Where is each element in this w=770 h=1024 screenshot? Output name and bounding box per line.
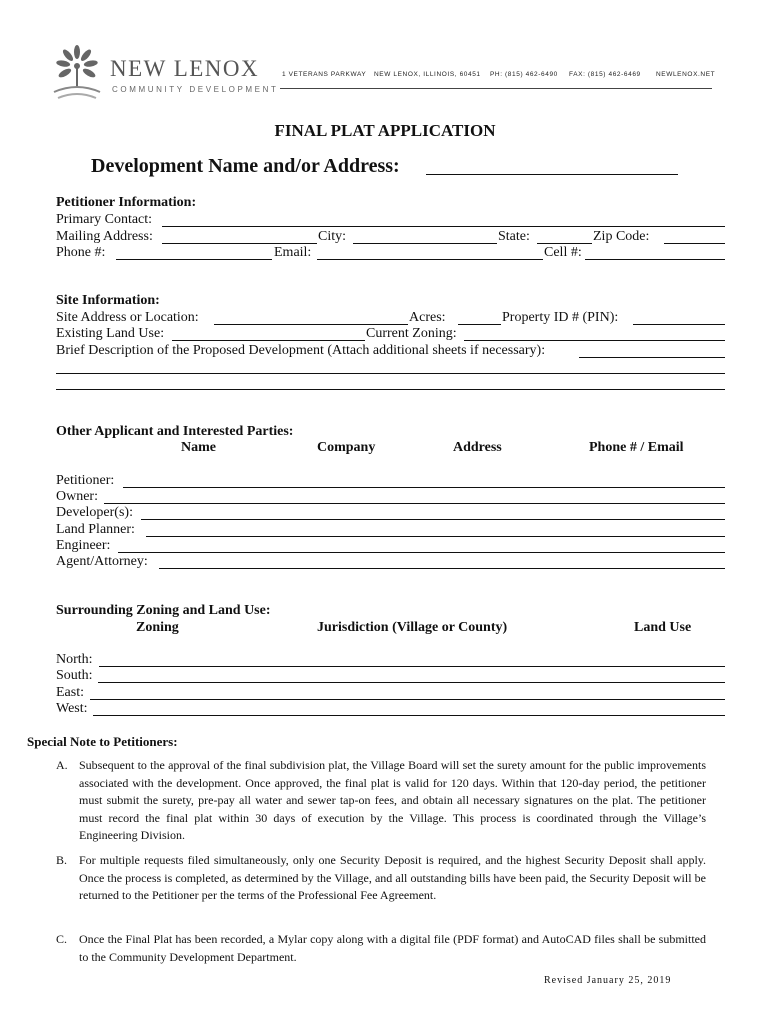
petitioner-heading: Petitioner Information: bbox=[56, 195, 197, 210]
petitioner-row-label: Petitioner: bbox=[56, 473, 115, 488]
revised-date: Revised January 25, 2019 bbox=[544, 975, 672, 986]
header-website: NEWLENOX.NET bbox=[656, 71, 716, 78]
phone-field[interactable] bbox=[116, 259, 272, 260]
column-zoning: Zoning bbox=[136, 620, 179, 635]
cell-label: Cell #: bbox=[544, 245, 582, 260]
city-label: City: bbox=[318, 229, 347, 244]
email-field[interactable] bbox=[317, 259, 543, 260]
column-company: Company bbox=[317, 440, 376, 455]
agent-row-field[interactable] bbox=[159, 568, 725, 569]
current-zoning-label: Current Zoning: bbox=[366, 326, 457, 341]
owner-row-label: Owner: bbox=[56, 489, 98, 504]
note-c-text: Once the Final Plat has been recorded, a Mylar copy along with a digital file (PDF format) and AutoCAD files shall be submitted to the Community Development Department. bbox=[79, 932, 706, 964]
north-label: North: bbox=[56, 652, 93, 667]
logo-subtitle: COMMUNITY DEVELOPMENT bbox=[112, 85, 279, 94]
header-address: 1 VETERANS PARKWAY bbox=[282, 71, 367, 78]
zip-field[interactable] bbox=[664, 243, 725, 244]
email-label: Email: bbox=[274, 245, 312, 260]
note-a-text: Subsequent to the approval of the final subdivision plat, the Village Board will set the surety amount for the public improvements associated with the development. Once approved, the final plat is valid for 120 days. Within that 120-day period, the petitioner must submit the surety, pre-pay all water and sewer tap-on fees, and obtain all necessary signatures on the plat. The petitioner must record the final plat within 30 days of execution by the Village. This process is coordinated through the Village’s Engineering Division. bbox=[79, 758, 706, 843]
description-line[interactable] bbox=[56, 389, 725, 390]
new-lenox-logo-icon bbox=[48, 44, 106, 106]
current-zoning-field[interactable] bbox=[464, 340, 725, 341]
phone-label: Phone #: bbox=[56, 245, 106, 260]
state-field[interactable] bbox=[537, 243, 592, 244]
development-name-label: Development Name and/or Address: bbox=[91, 155, 400, 177]
south-field[interactable] bbox=[98, 682, 725, 683]
zoning-heading: Surrounding Zoning and Land Use: bbox=[56, 603, 271, 618]
state-label: State: bbox=[498, 229, 530, 244]
page-title: FINAL PLAT APPLICATION bbox=[274, 121, 496, 140]
west-field[interactable] bbox=[93, 715, 725, 716]
column-name: Name bbox=[181, 440, 216, 455]
engineer-row-label: Engineer: bbox=[56, 538, 111, 553]
east-label: East: bbox=[56, 685, 84, 700]
parties-heading: Other Applicant and Interested Parties: bbox=[56, 424, 294, 439]
acres-label: Acres: bbox=[409, 310, 446, 325]
mailing-address-field[interactable] bbox=[162, 243, 317, 244]
notes-heading: Special Note to Petitioners: bbox=[27, 734, 178, 749]
pin-field[interactable] bbox=[633, 324, 725, 325]
note-c bbox=[56, 931, 706, 966]
development-name-field[interactable] bbox=[426, 174, 678, 175]
owner-row-field[interactable] bbox=[104, 503, 725, 504]
petitioner-row-field[interactable] bbox=[123, 487, 725, 488]
developer-row-field[interactable] bbox=[141, 519, 725, 520]
city-field[interactable] bbox=[353, 243, 497, 244]
east-field[interactable] bbox=[90, 699, 725, 700]
column-address: Address bbox=[453, 440, 502, 455]
note-a bbox=[56, 757, 706, 845]
site-address-field[interactable] bbox=[214, 324, 408, 325]
west-label: West: bbox=[56, 701, 88, 716]
land-use-field[interactable] bbox=[172, 340, 365, 341]
column-land-use: Land Use bbox=[634, 620, 692, 635]
header-city: NEW LENOX, ILLINOIS, 60451 bbox=[374, 71, 481, 78]
mailing-address-label: Mailing Address: bbox=[56, 229, 153, 244]
header-phone: PH: (815) 462-6490 bbox=[490, 71, 558, 78]
south-label: South: bbox=[56, 668, 93, 683]
note-a-letter: A. bbox=[56, 758, 68, 772]
header-fax: FAX: (815) 462-6469 bbox=[569, 71, 641, 78]
primary-contact-label: Primary Contact: bbox=[56, 212, 153, 227]
note-c-letter: C. bbox=[56, 932, 68, 946]
note-b-text: For multiple requests filed simultaneously, only one Security Deposit is required, and the highest Security Deposit shall apply. Once the process is completed, as determined by the Village, and all outstanding bills have been paid, the Security Deposit will be returned to the Petitioner per the terms of the Professional Fee Agreement. bbox=[79, 853, 706, 903]
acres-field[interactable] bbox=[458, 324, 501, 325]
agent-row-label: Agent/Attorney: bbox=[56, 554, 148, 569]
developer-row-label: Developer(s): bbox=[56, 505, 133, 520]
header-rule bbox=[280, 88, 712, 89]
note-b-letter: B. bbox=[56, 853, 68, 867]
description-label: Brief Description of the Proposed Development (Attach additional sheets if necessary): bbox=[56, 343, 546, 358]
logo-name: NEW LENOX bbox=[110, 56, 260, 81]
land-planner-row-label: Land Planner: bbox=[56, 522, 135, 537]
pin-label: Property ID # (PIN): bbox=[502, 310, 619, 325]
site-address-label: Site Address or Location: bbox=[56, 310, 199, 325]
description-field[interactable] bbox=[579, 357, 725, 358]
primary-contact-field[interactable] bbox=[162, 226, 725, 227]
description-line[interactable] bbox=[56, 373, 725, 374]
engineer-row-field[interactable] bbox=[118, 552, 725, 553]
land-use-label: Existing Land Use: bbox=[56, 326, 165, 341]
zip-label: Zip Code: bbox=[593, 229, 650, 244]
column-jurisdiction: Jurisdiction (Village or County) bbox=[317, 620, 508, 635]
north-field[interactable] bbox=[99, 666, 725, 667]
column-phone-email: Phone # / Email bbox=[589, 440, 684, 455]
land-planner-row-field[interactable] bbox=[146, 536, 725, 537]
site-heading: Site Information: bbox=[56, 293, 160, 308]
cell-field[interactable] bbox=[585, 259, 725, 260]
note-b bbox=[56, 852, 706, 905]
